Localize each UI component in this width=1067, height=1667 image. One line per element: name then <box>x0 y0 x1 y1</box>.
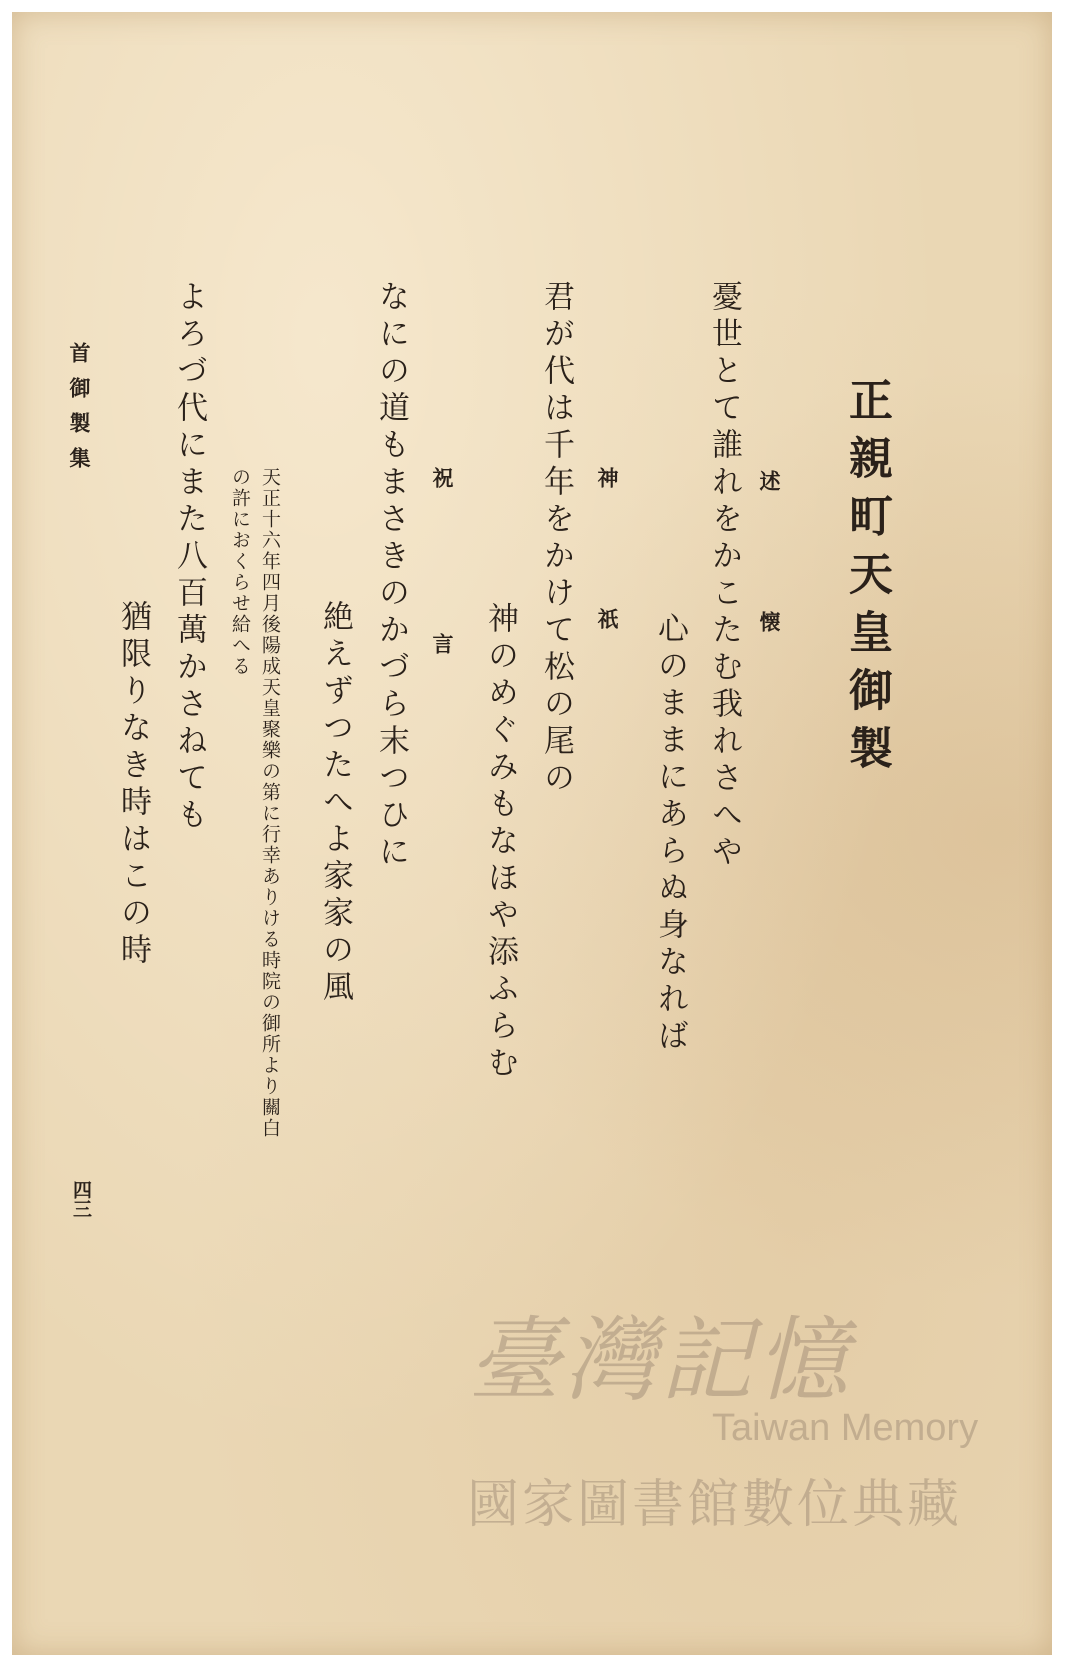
prefatory-note: 天正十六年四月後陽成天皇聚樂の第に行幸ありける時院の御所より關白 <box>259 467 281 1139</box>
verse-line: 絶えずつたへよ家家の風 <box>317 600 353 1007</box>
verse-line: 神のめぐみもなほや添ふらむ <box>482 602 518 1083</box>
page-number: 四三 <box>70 1180 92 1218</box>
watermark-chinese: 國家圖書館數位典藏 <box>467 1475 963 1535</box>
verse-line: よろづ代にまた八百萬かさねても <box>171 280 207 835</box>
verse-line: 心のままにあらぬ身なれば <box>652 612 688 1056</box>
watermark-english: Taiwan Memory <box>712 1407 979 1449</box>
section-heading: 祝言 <box>430 467 455 799</box>
verse-line: なにの道もまさきのかづら末つひに <box>373 280 409 872</box>
watermark-script: 臺灣記憶 <box>468 1307 853 1414</box>
book-page <box>12 12 1052 1655</box>
verse-line: 憂世とて誰れをかこたむ我れさへや <box>706 280 742 872</box>
page-title: 正親町天皇御製 <box>841 377 892 783</box>
section-heading: 述懐 <box>757 470 782 752</box>
verse-line: 君が代は千年をかけて松の尾の <box>538 280 574 798</box>
section-heading: 神祇 <box>595 467 620 749</box>
verse-line: 猶限りなき時はこの時 <box>115 600 151 970</box>
prefatory-note: の許におくらせ給へる <box>229 467 251 677</box>
book-title-footer: 首御製集 <box>67 342 92 482</box>
